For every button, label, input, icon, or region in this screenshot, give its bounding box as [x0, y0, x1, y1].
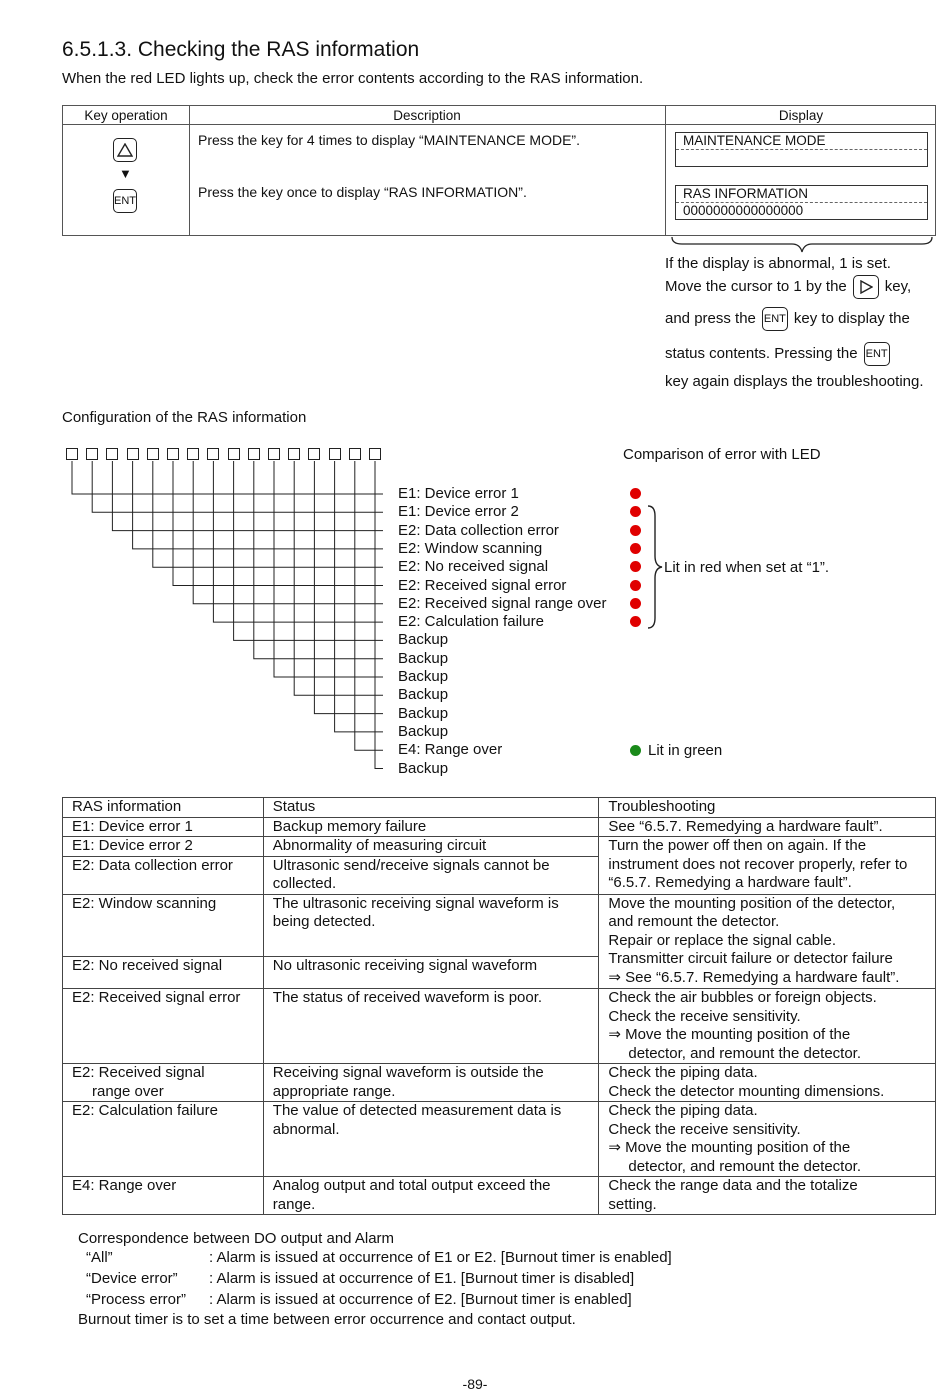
ras-bit-label: Backup: [398, 668, 449, 685]
ras-bit-label: Backup: [398, 649, 449, 667]
corr-key-all: “All”: [86, 1249, 113, 1266]
table-row: [63, 817, 936, 837]
green-led-icon: [630, 745, 641, 756]
ras-bit-label: E2: Calculation failure: [398, 613, 544, 631]
tree-connector: [294, 461, 383, 695]
config-title: Configuration of the RAS information: [62, 409, 307, 426]
description-step-2: Press the key once to display “RAS INFORMATION”.: [198, 184, 527, 200]
section-heading: 6.5.1.3. Checking the RAS information: [62, 38, 420, 61]
table-row: [63, 1177, 936, 1215]
ras-bit-label: Backup: [398, 722, 449, 740]
corr-desc-process: : Alarm is issued at occurrence of E2. [Burnout timer is enabled]: [209, 1291, 632, 1308]
intro-text: When the red LED lights up, check the error contents according to the RAS information.: [62, 70, 644, 87]
lcd-line-1: MAINTENANCE MODE: [683, 133, 826, 148]
cell-info: E4: Range over: [63, 1177, 264, 1215]
cell-status: No ultrasonic receiving signal waveform: [263, 956, 599, 988]
tree-connector: [153, 461, 383, 567]
tree-connector: [72, 461, 383, 494]
page-number: -89-: [462, 1376, 488, 1392]
ras-bit-label: E2: No received signal: [398, 558, 549, 576]
header-troubleshooting: Troubleshooting: [599, 798, 936, 818]
ras-bit-label: E1: Device error 1: [398, 485, 519, 502]
cell-info: E2: Received signal range over: [63, 1064, 264, 1102]
red-led-icon: [630, 598, 641, 609]
red-led-icon: [630, 580, 641, 591]
cell-status: The value of detected measurement data is abnormal.: [263, 1102, 599, 1177]
cell-status: Abnormality of measuring circuit: [263, 837, 599, 857]
cell-info: E2: Calculation failure: [63, 1102, 264, 1177]
cell-trouble: Check the range data and the totalize setting.: [599, 1177, 936, 1215]
cell-trouble: Check the piping data. Check the receive sensitivity. ⇒ Move the mounting position of the detector, and remount the detector.: [599, 1102, 936, 1177]
ras-bit-label: Backup: [398, 631, 449, 649]
note-line-5: key again displays the troubleshooting.: [665, 373, 924, 390]
cell-status: Backup memory failure: [263, 817, 599, 837]
ras-bit-label: Backup: [398, 704, 449, 722]
correspondence-footer: Burnout timer is to set a time between error occurrence and contact output.: [78, 1311, 576, 1328]
ras-bit-label: Backup: [398, 686, 449, 704]
cell-info: E2: No received signal: [63, 956, 264, 988]
green-led-note: Lit in green: [648, 742, 723, 759]
red-led-icon: [630, 525, 641, 536]
table-row: [63, 1102, 936, 1177]
cell-status: Receiving signal waveform is outside the appropriate range.: [263, 1064, 599, 1102]
description-step-1: Press the key for 4 times to display “MAINTENANCE MODE”.: [198, 132, 580, 148]
tree-connector: [335, 461, 383, 732]
cell-status: Analog output and total output exceed the range.: [263, 1177, 599, 1215]
header-key-operation: Key operation: [84, 108, 168, 123]
red-led-icon: [630, 488, 641, 499]
cell-info: E2: Received signal error: [63, 989, 264, 1064]
correspondence-title: Correspondence between DO output and Alarm: [78, 1230, 395, 1247]
cell-trouble: Move the mounting position of the detector, and remount the detector. Repair or replace the signal cable. Transmitter circuit failure or detector failure ⇒ See “6.5.7. Remedying a hardware fault”.: [599, 894, 936, 989]
table-row: [63, 1064, 936, 1102]
cell-trouble: Check the piping data. Check the detector mounting dimensions.: [599, 1064, 936, 1102]
tree-connector: [314, 461, 383, 714]
tree-connector: [92, 461, 383, 512]
ras-bit-label: E4: Range over: [398, 741, 503, 759]
tree-connector: [274, 461, 383, 677]
note-line-2: Move the cursor to 1 by the key,: [665, 274, 911, 302]
note-line-4: status contents. Pressing the ENT: [665, 341, 896, 369]
cell-info: E2: Window scanning: [63, 894, 264, 956]
table-row: [63, 837, 936, 857]
ras-bit-label: E1: Device error 2: [398, 503, 519, 521]
comparison-title: Comparison of error with LED: [623, 446, 821, 463]
cell-trouble: See “6.5.7. Remedying a hardware fault”.: [599, 817, 936, 837]
cell-status: Ultrasonic send/receive signals cannot be collected.: [263, 856, 599, 894]
cell-info: E1: Device error 1: [63, 817, 264, 837]
header-description: Description: [393, 108, 461, 123]
header-ras-information: RAS information: [63, 798, 264, 818]
ras-bit-label: E2: Data collection error: [398, 521, 559, 539]
ras-bit-label: Backup: [398, 759, 449, 777]
cell-trouble: Turn the power off then on again. If the instrument does not recover properly, refer to “6.5.7. Remedying a hardware fault”.: [599, 837, 936, 895]
header-status: Status: [263, 798, 599, 818]
corr-desc-all: : Alarm is issued at occurrence of E1 or E2. [Burnout timer is enabled]: [209, 1249, 672, 1266]
tree-connector: [254, 461, 383, 659]
tree-connector: [355, 461, 383, 750]
tree-connector: [234, 461, 383, 640]
ras-bit-label: E2: Received signal error: [398, 576, 567, 594]
tree-connector: [213, 461, 383, 622]
ras-bit-label: E2: Window scanning: [398, 539, 543, 557]
red-led-icon: [630, 543, 641, 554]
note-line-3: and press the ENT key to display the: [665, 306, 910, 334]
note-line-1: If the display is abnormal, 1 is set.: [665, 255, 891, 272]
table-row: [63, 894, 936, 956]
brace-icon: [646, 504, 666, 630]
corr-desc-device: : Alarm is issued at occurrence of E1. [Burnout timer is disabled]: [209, 1270, 635, 1287]
cell-status: The status of received waveform is poor.: [263, 989, 599, 1064]
cell-info: E2: Data collection error: [63, 856, 264, 894]
cell-status: The ultrasonic receiving signal waveform is being detected.: [263, 894, 599, 956]
lcd-line-1: RAS INFORMATION: [683, 186, 809, 201]
table-header-row: [63, 798, 936, 818]
ent-key-icon: ENT: [113, 189, 137, 213]
ent-key-icon: ENT: [762, 307, 788, 331]
cell-trouble: Check the air bubbles or foreign objects. Check the receive sensitivity. ⇒ Move the mounting position of the detector, and remount the detector.: [599, 989, 936, 1064]
corr-key-device: “Device error”: [86, 1270, 178, 1287]
tree-connector: [133, 461, 383, 549]
header-display: Display: [778, 108, 824, 123]
tree-connector: [375, 461, 383, 769]
down-arrow-icon: ▼: [119, 166, 132, 181]
table-row: [63, 989, 936, 1064]
cell-info: E1: Device error 2: [63, 837, 264, 857]
corr-key-process: “Process error”: [86, 1291, 187, 1308]
ras-troubleshooting-table: [62, 797, 936, 1215]
red-led-note: Lit in red when set at “1”.: [664, 559, 830, 576]
lcd-line-2: 0000000000000000: [676, 202, 927, 219]
ent-key-icon: ENT: [864, 342, 890, 366]
ras-bit-label: E2: Received signal range over: [398, 594, 607, 612]
